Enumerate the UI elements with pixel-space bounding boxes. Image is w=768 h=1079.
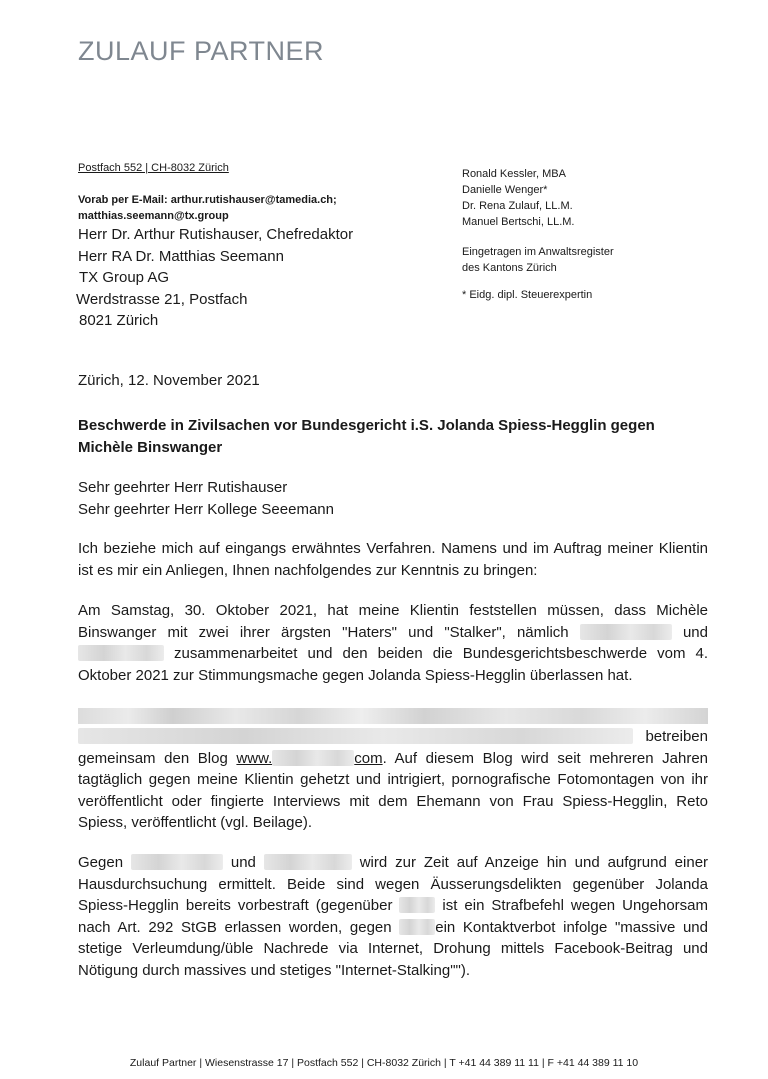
register-note: des Kantons Zürich: [462, 262, 557, 274]
redacted-name: [78, 645, 164, 661]
paragraph-text: zusammenarbeitet und den beiden die Bundesgerichtsbeschwerde vom 4. Oktober 2021 zur Stimmungsmache gegen Jolanda Spiess-Hegglin überlassen hat.: [78, 645, 708, 684]
letter-date: Zürich, 12. November 2021: [78, 372, 260, 389]
redacted-name: [131, 854, 223, 870]
register-note: Eingetragen im Anwaltsregister: [462, 246, 614, 258]
lawyer-name: Manuel Bertschi, LL.M.: [462, 216, 575, 228]
letter-footer: Zulauf Partner | Wiesenstrasse 17 | Postfach 552 | CH-8032 Zürich | T +41 44 389 11 11 | F +41 44 389 11 10: [129, 1057, 639, 1069]
firm-logo: ZULAUF PARTNER: [78, 36, 325, 66]
recipient-line2: Herr RA Dr. Matthias Seemann: [78, 247, 284, 265]
recipient-line4: Werdstrasse 21, Postfach: [76, 290, 248, 308]
paragraph-text: und: [682, 623, 708, 641]
lawyer-name: Dr. Rena Zulauf, LL.M.: [462, 200, 573, 212]
paragraph-text: Am Samstag, 30. Oktober 2021, hat meine Klientin feststellen müssen, dass Michèle Binswanger mit zwei ihrer ärgsten "Haters" und "Stalker", nämlich: [78, 602, 708, 641]
paragraph-text: wird zur Zeit auf Anzeige hin und aufgrund einer Hausdurchsuchung ermittelt. Beide sind wegen Äusserungsdelikten gegenüber Jolanda Spiess-Hegglin bereits vorbestraft (gegenüber: [78, 854, 709, 914]
lawyer-sidebar: [462, 166, 614, 303]
return-address: Postfach 552 | CH-8032 Zürich: [78, 162, 229, 174]
salutation-line1: Sehr geehrter Herr Rutishauser: [78, 479, 288, 496]
footnote: * Eidg. dipl. Steuerexpertin: [462, 289, 593, 301]
redacted-name: [399, 897, 435, 913]
redacted-line: [78, 708, 708, 724]
recipient-line3: TX Group AG: [79, 269, 170, 286]
paragraph-blog: [78, 705, 708, 834]
paragraph-text: gemeinsam den Blog: [78, 749, 228, 767]
lawyer-name: Ronald Kessler, MBA: [462, 168, 566, 180]
redacted-name: [264, 854, 352, 870]
paragraph-intro: Ich beziehe mich auf eingangs erwähntes Verfahren. Namens und im Auftrag meiner Klientin ist es mir ein Anliegen, Ihnen nachfolgendes zur Kenntnis zu bringen:: [78, 540, 708, 579]
paragraph-text: ein Kontaktverbot infolge "massive und stetige Verleumdung/üble Nachrede via Internet, Drohung mittels Facebook-Beitrag und Nötigung durch massives und stetiges "Internet-Stalking"").: [78, 918, 708, 979]
paragraph-text: . Auf diesem Blog wird seit mehreren Jahren tagtäglich gegen meine Klientin gehetzt und intrigiert, pornografische Fotomontagen von ihr veröffentlicht oder fingierte Interviews mit dem Ehemann von Frau Spiess-Hegglin, Reto Spiess, veröffentlicht (vgl. Beilage).: [78, 749, 709, 831]
blog-url: www. com: [236, 749, 383, 767]
redacted-name: [580, 624, 672, 640]
recipient-address: [78, 224, 353, 332]
redacted-line: [78, 728, 633, 744]
paragraph-text: Gegen: [78, 854, 124, 871]
email-notice: [78, 192, 337, 224]
recipient-line5: 8021 Zürich: [79, 312, 159, 329]
email-notice-line1: Vorab per E-Mail: arthur.rutishauser@tamedia.ch;: [78, 194, 337, 206]
paragraph-investigation: [78, 852, 708, 981]
redacted-name: [399, 919, 435, 935]
lawyer-name: Danielle Wenger*: [462, 184, 548, 196]
paragraph-discovery: [78, 600, 708, 686]
paragraph-text: betreiben: [645, 728, 708, 745]
salutation-line2: Sehr geehrter Herr Kollege Seeemann: [78, 500, 334, 518]
letter-subject: Beschwerde in Zivilsachen vor Bundesgericht i.S. Jolanda Spiess-Hegglin gegen Michèle Binswanger: [78, 417, 655, 456]
recipient-line1: Herr Dr. Arthur Rutishauser, Chefredaktor: [78, 226, 354, 243]
paragraph-text: und: [230, 854, 256, 871]
paragraph-text: ist ein Strafbefehl wegen Ungehorsam nach Art. 292 StGB erlassen worden, gegen: [78, 897, 708, 936]
salutation: [78, 477, 708, 520]
email-notice-line2: matthias.seemann@tx.group: [78, 210, 229, 222]
redacted-url: [272, 750, 354, 766]
